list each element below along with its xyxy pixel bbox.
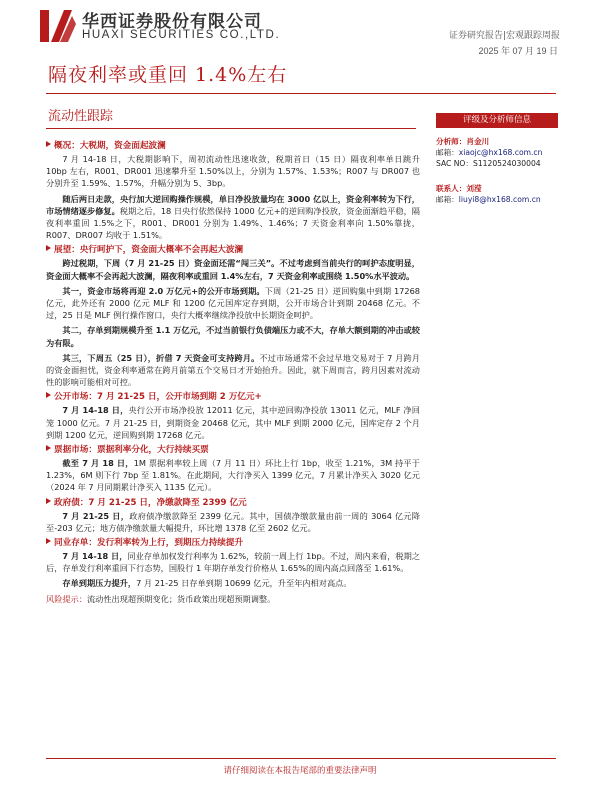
report-title: 隔夜利率或重回 1.4%左右 — [48, 64, 288, 86]
triangle-bullet-icon — [46, 141, 51, 147]
section-heading: 同业存单：发行利率转为上行，到期压力持续提升 — [46, 537, 420, 549]
triangle-bullet-icon — [46, 498, 51, 504]
report-date: 2025 年 07 月 19 日 — [478, 46, 558, 56]
footer-divider — [46, 758, 556, 759]
analyst-email: 邮箱：xiaojc@hx168.com.cn — [436, 148, 543, 157]
contact-email-link[interactable]: liuyi8@hx168.com.cn — [458, 195, 541, 204]
paragraph: 其三，下周五（25 日），折借 7 天资金可支持跨月。不过市场通常不会过早地交易对于 7 月跨月的资金面担忧，资金利率通常在跨月前第五个交易日才开始抬升。因此，就下周而言，跨月因素对流动性的影响可能相对可控。 — [46, 352, 420, 388]
section-heading: 政府债：7 月 21-25 日，净缴款降至 2399 亿元 — [46, 497, 420, 509]
paragraph: 7 月 21-25 日，政府债净缴款降至 2399 亿元。其中，国债净缴款量由前一周的 3064 亿元降至-203 亿元；地方债净缴款量大幅提升，环比增 1378 亿至 2602 亿元。 — [46, 510, 420, 533]
section-heading: 公开市场：7 月 21-25 日，公开市场到期 2 万亿元+ — [46, 391, 420, 403]
contact-name: 联系人：刘滢 — [436, 184, 482, 193]
analyst-email-link[interactable]: xiaojc@hx168.com.cn — [458, 148, 543, 157]
paragraph: 跨过税期，下周（7 月 21-25 日）资金面还需“闯三关”。不过考虑到当前央行的呵护态度明显，资金面大概率不会再起大波澜，隔夜利率或重回 1.4%左右，7 天资金利率或围绕 1.50%水平波动。 — [46, 258, 420, 281]
paragraph: 其二，存单到期规模升至 1.1 万亿元，不过当前银行负债端压力或不大，存单大额到期的冲击或较为有限。 — [46, 325, 420, 348]
sidebar-heading: 评级及分析师信息 — [436, 113, 558, 128]
paragraph: 存单到期压力提升，7 月 21-25 日存单到期 10699 亿元，升至年内相对高点。 — [62, 578, 352, 589]
company-name-en: HUAXI SECURITIES CO.,LTD. — [82, 29, 281, 41]
analyst-sidebar — [436, 113, 558, 205]
company-name-cn: 华西证券股份有限公司 — [82, 12, 262, 32]
paragraph: 7 月 14-18 日，大税期影响下，周初流动性迅速收敛，税期首日（15 日）隔夜利率单日跳升 10bp 左右，R001、DR001 迅速攀升至 1.50%以上，分别为 1.57%、1.53%；R007 与 DR007 也分别升至 1.59%、1.57%，升幅分别为 5、3bp。 — [46, 154, 420, 189]
contact-email: 邮箱：liuyi8@hx168.com.cn — [436, 195, 541, 204]
report-body — [46, 139, 420, 605]
report-type: 证券研究报告|宏观跟踪周报 — [448, 31, 560, 41]
section-heading: 票据市场：票据利率分化，大行持续买票 — [46, 444, 420, 456]
sac-number: SAC NO：S1120524030004 — [436, 159, 541, 168]
paragraph: 截至 7 月 18 日，1M 票据利率较上周（7 月 11 日）环比上行 1bp，收至 1.21%，3M 持平于 1.23%，6M 则下行 7bp 至 1.81%。在此期间，大行净买入 1399 亿元，7 月累计净买入 3020 亿元（2024 年 7 月同期累计净买入 1135 亿元）。 — [46, 458, 420, 493]
risk-notice: 风险提示：流动性出现超预期变化；货币政策出现超预期调整。 — [46, 593, 276, 604]
paragraph: 其一，资金市场将再迎 2.0 万亿元+的公开市场到期。下周（21-25 日）逆回购集中到期 17268 亿元，此外还有 2000 亿元 MLF 和 1200 亿元国库定存到期，公开市场合计到期 20468 亿元。不过，25 日是 MLF 例行操作窗口，央行大概率继续净投放中长期资金呵护。 — [46, 285, 420, 321]
triangle-bullet-icon — [46, 445, 51, 451]
triangle-bullet-icon — [46, 245, 51, 251]
section-heading: 展望：央行呵护下，资金面大概率不会再起大波澜 — [46, 244, 420, 256]
paragraph: 7 月 14-18 日，同业存单加权发行利率为 1.62%，较前一周上行 1bp。不过，周内来看，税期之后，存单发行利率重回下行态势，国股行 1 年期存单发行价格从 1.65%的周内高点回落至 1.61%。 — [46, 551, 420, 574]
title-divider — [46, 93, 556, 94]
column-name: 流动性跟踪 — [48, 109, 114, 124]
legal-footer: 请仔细阅读在本报告尾部的重要法律声明 — [223, 766, 377, 776]
column-divider — [46, 128, 416, 129]
huaxi-logo-icon — [38, 8, 78, 44]
paragraph: 随后两日走款，央行加大逆回购操作规模，单日净投放量均在 3000 亿以上，资金利率转为下行，市场情绪逐步修复。税期之后，18 日央行依然保持 1000 亿元+的逆回购净投放，资金面渐趋平稳，隔夜利率重回 1.5%之下，R001、DR001 分别为 1.49%、1.46%；7 天资金利率向 1.50%靠拢，R007、DR007 均收于 1.51%。 — [46, 193, 420, 241]
triangle-bullet-icon — [46, 392, 51, 398]
analyst-name: 分析师：肖金川 — [436, 137, 490, 146]
paragraph: 7 月 14-18 日，央行公开市场净投放 12011 亿元，其中逆回购净投放 13011 亿元，MLF 净回笼 1000 亿元。7 月 21-25 日，到期资金 20468 亿元，其中 MLF 到期 2000 亿元，国库定存 2 个月到期 1200 亿元，逆回购到期 17268 亿元。 — [46, 405, 420, 440]
section-heading: 概况：大税期，资金面起波澜 — [46, 140, 420, 152]
triangle-bullet-icon — [46, 538, 51, 544]
